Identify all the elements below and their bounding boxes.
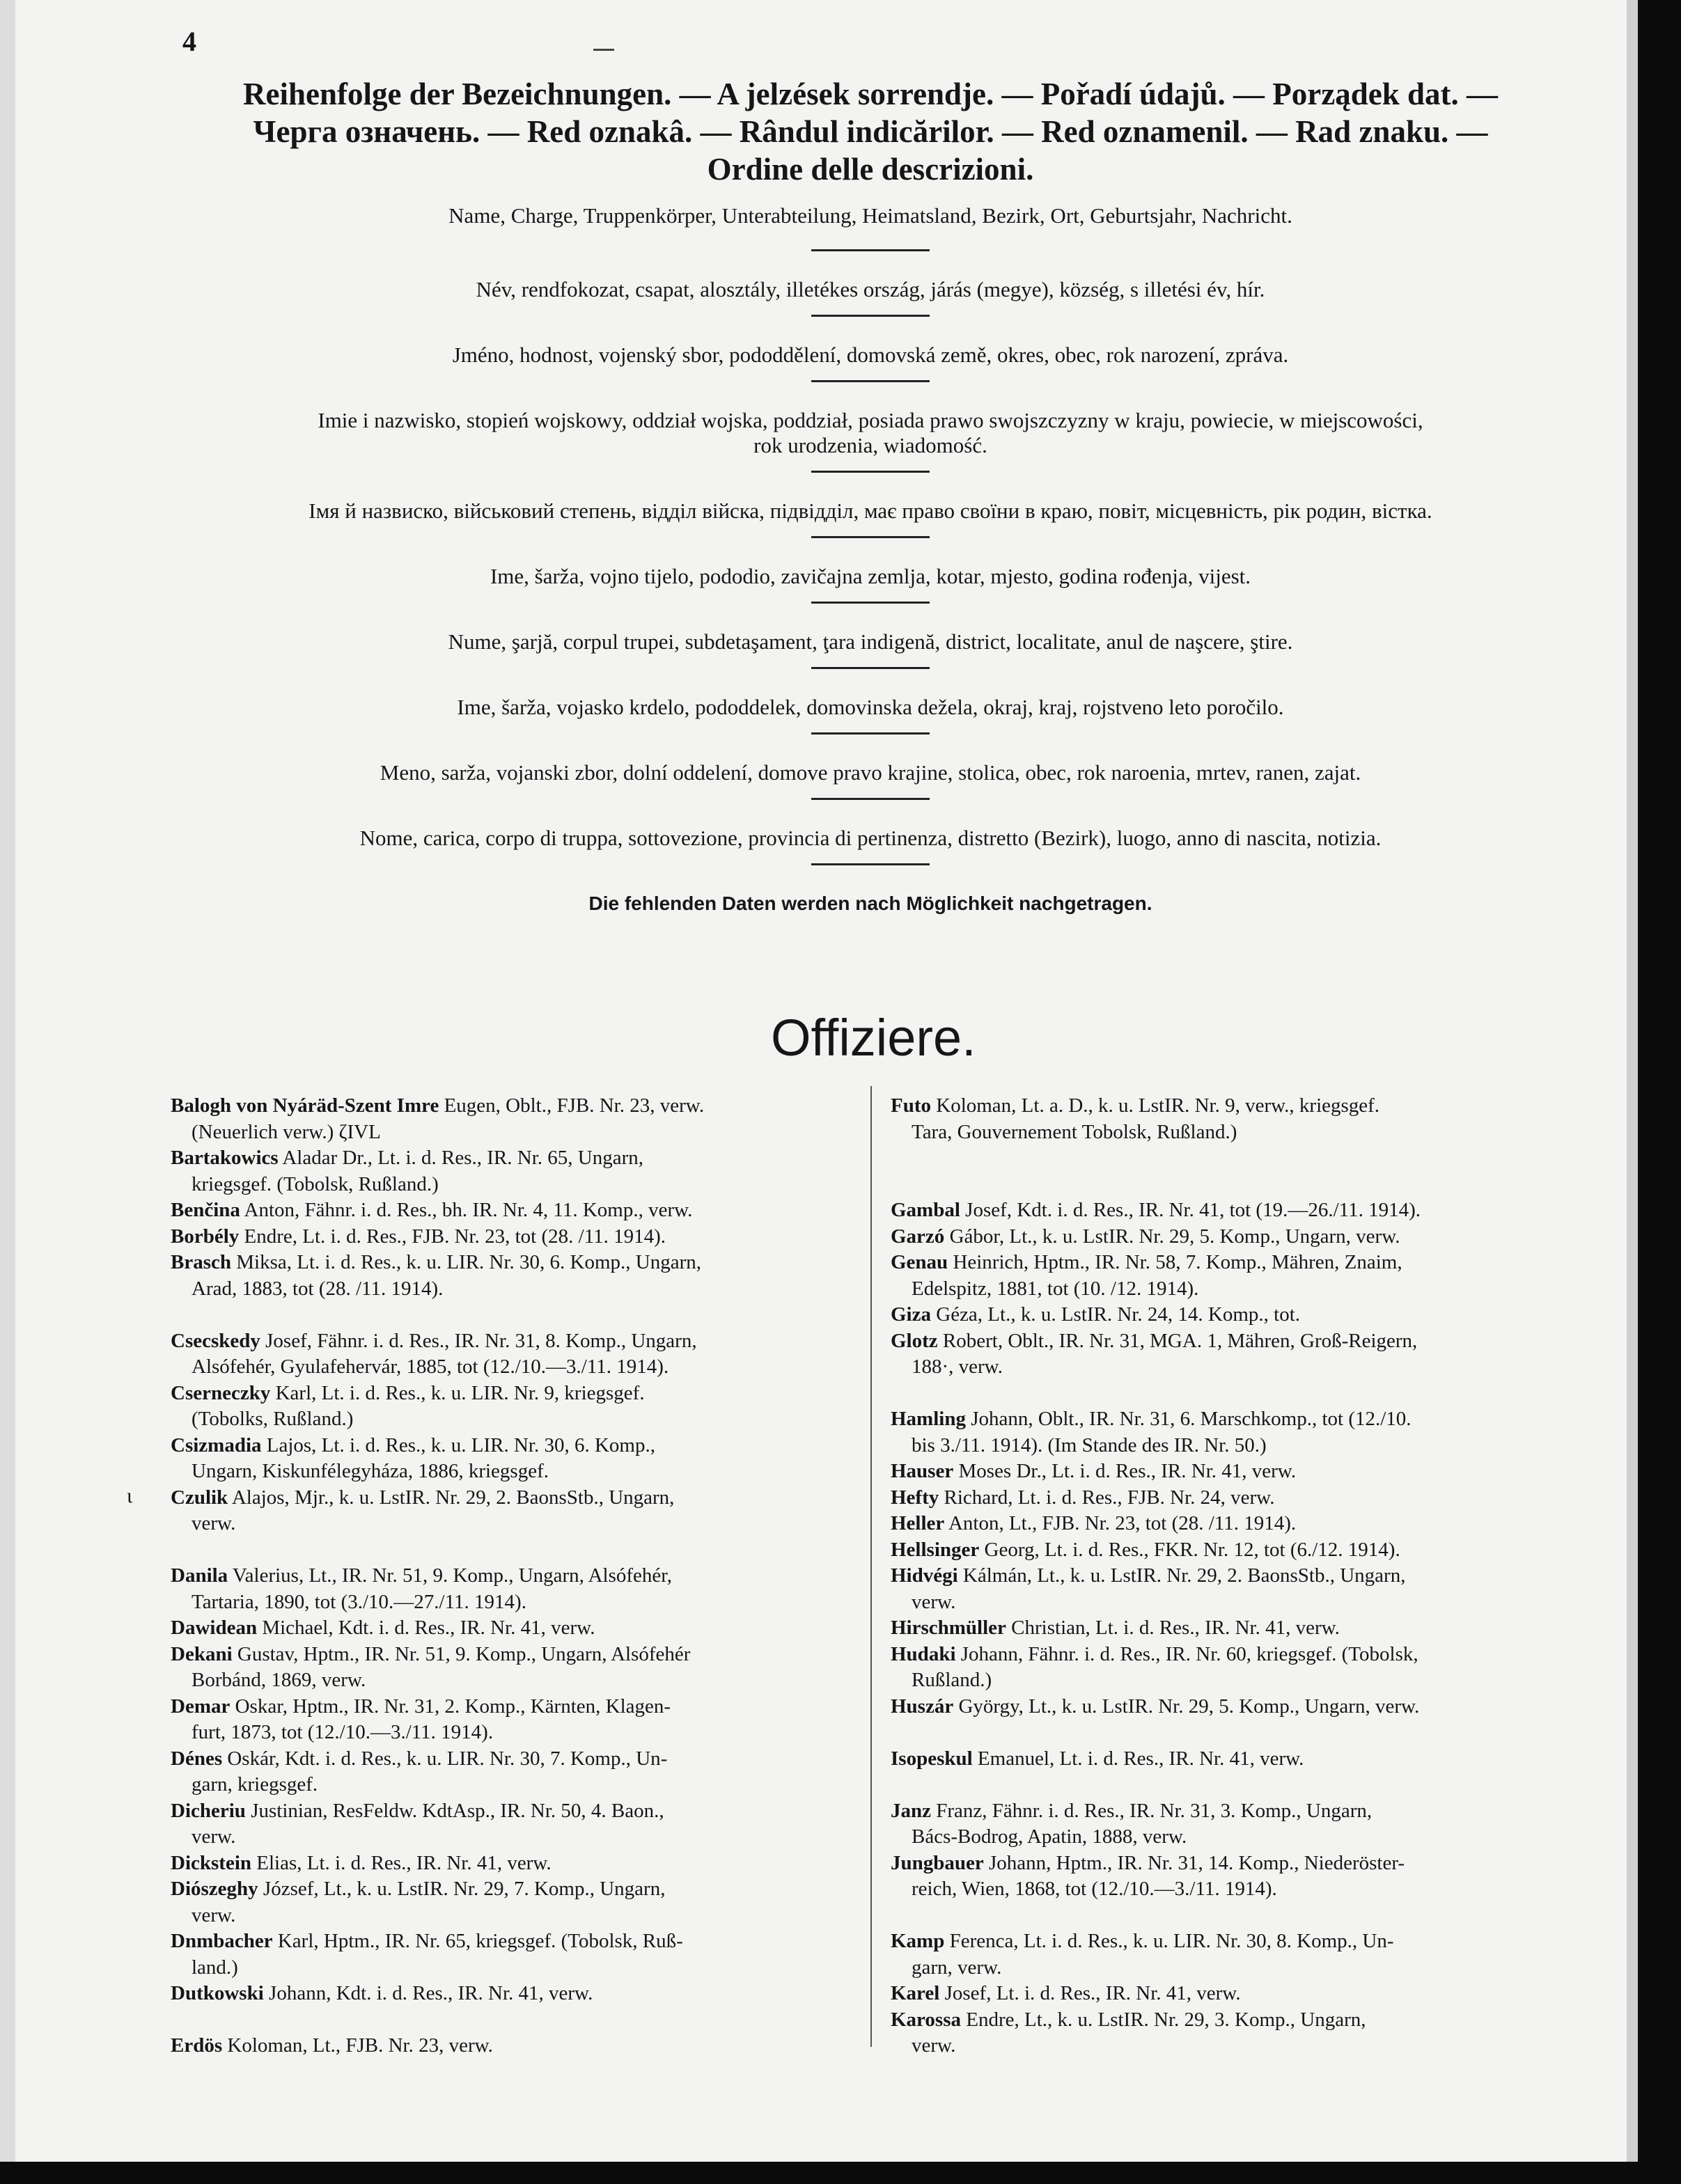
officer-surname: Karel — [891, 1982, 940, 2004]
legend-romanian: Nume, şarjă, corpul trupei, subdetaşament, ţara indigenă, district, localitate, anul de naşcere, ştire. — [448, 629, 1293, 654]
officer-entry: Bartakowics Aladar Dr., Lt. i. d. Res., IR. Nr. 65, Ungarn, — [171, 1147, 644, 1169]
officer-entry-cont: Bács-Bodrog, Apatin, 1888, verw. — [912, 1825, 1187, 1848]
legend-divider — [811, 863, 930, 865]
order-header — [174, 75, 1567, 188]
legend-divider — [811, 315, 930, 317]
officer-entry-cont: verw. — [191, 1825, 236, 1848]
entry-gap — [891, 1720, 1581, 1746]
officer-entry: Hudaki Johann, Fähnr. i. d. Res., IR. Nr. 60, kriegsgef. (Tobolsk, — [891, 1642, 1418, 1665]
officer-entry: Dickstein Elias, Lt. i. d. Res., IR. Nr. 41, verw. — [171, 1851, 552, 1874]
section-title: Offiziere. — [771, 1009, 976, 1067]
officer-surname: Cserneczky — [171, 1381, 271, 1404]
officer-entry: Balogh von Nyáräd-Szent Imre Eugen, Oblt., FJB. Nr. 23, verw. — [171, 1094, 705, 1117]
officer-surname: Hudaki — [891, 1642, 956, 1665]
officer-entry: Csizmadia Lajos, Lt. i. d. Res., k. u. LIR. Nr. 30, 6. Komp., — [171, 1433, 655, 1456]
officer-surname: Bartakowics — [171, 1147, 279, 1169]
officer-surname: Danila — [171, 1564, 228, 1587]
officer-surname: Karossa — [891, 2008, 961, 2031]
officer-entry-cont: (Tobolks, Rußland.) — [191, 1408, 354, 1430]
officer-entry: Dawidean Michael, Kdt. i. d. Res., IR. Nr. 41, verw. — [171, 1617, 595, 1639]
officer-surname: Kamp — [891, 1930, 945, 1952]
officer-entry-cont: verw. — [912, 1590, 956, 1613]
officer-surname: Janz — [891, 1799, 931, 1822]
officer-surname: Heller — [891, 1512, 945, 1534]
officer-entry-cont: Alsófehér, Gyulafehervár, 1885, tot (12./10.—3./11. 1914). — [191, 1356, 669, 1378]
officer-entry: Karossa Endre, Lt., k. u. LstIR. Nr. 29, 3. Komp., Ungarn, — [891, 2008, 1366, 2031]
officer-entry: Csecskedy Josef, Fähnr. i. d. Res., IR. Nr. 31, 8. Komp., Ungarn, — [171, 1329, 697, 1352]
header-line-3: Ordine delle descrizioni. — [707, 152, 1034, 187]
officer-entry-cont: kriegsgef. (Tobolsk, Rußland.) — [191, 1172, 439, 1195]
officer-entry: Garzó Gábor, Lt., k. u. LstIR. Nr. 29, 5. Komp., Ungarn, verw. — [891, 1225, 1400, 1248]
legend-czech: Jméno, hodnost, vojenský sbor, pododdělení, domovská země, okres, obec, rok narození, zpráva. — [452, 343, 1289, 367]
officer-entry-cont: (Neuerlich verw.) ζIVL — [191, 1120, 381, 1143]
page-number: 4 — [182, 26, 196, 57]
officer-surname: Borbély — [171, 1225, 240, 1248]
officer-surname: Dawidean — [171, 1617, 258, 1639]
legend-ruthenian: Імя й назвиско, військовий степень, відділ війска, підвідділ, має право своїни в краю, повіт, місцевність, рік родин, вістка. — [308, 498, 1432, 523]
officer-entry: Heller Anton, Lt., FJB. Nr. 23, tot (28. /11. 1914). — [891, 1512, 1297, 1534]
officer-surname: Benčina — [171, 1199, 240, 1221]
officer-entry: Hamling Johann, Oblt., IR. Nr. 31, 6. Marschkomp., tot (12./10. — [891, 1408, 1412, 1430]
officer-entry: Czulik Alajos, Mjr., k. u. LstIR. Nr. 29, 2. BaonsStb., Ungarn, — [171, 1486, 675, 1509]
officer-entry: Dicheriu Justinian, ResFeldw. KdtAsp., IR. Nr. 50, 4. Baon., — [171, 1799, 664, 1822]
field-legend — [174, 203, 1567, 916]
officer-entry: Hirschmüller Christian, Lt. i. d. Res., IR. Nr. 41, verw. — [891, 1617, 1340, 1639]
officer-surname: Dénes — [171, 1747, 223, 1770]
officer-entry-cont: Tartaria, 1890, tot (3./10.—27./11. 1914). — [191, 1590, 526, 1613]
officer-entry: Borbély Endre, Lt. i. d. Res., FJB. Nr. 23, tot (28. /11. 1914). — [171, 1225, 666, 1248]
entry-gap — [171, 1537, 854, 1564]
officer-surname: Dekani — [171, 1642, 233, 1665]
scan-bottom-edge — [0, 2162, 1681, 2184]
officer-entry: Genau Heinrich, Hptm., IR. Nr. 58, 7. Komp., Mähren, Znaim, — [891, 1251, 1402, 1273]
entry-gap — [891, 1772, 1581, 1798]
officer-entry: Benčina Anton, Fähnr. i. d. Res., bh. IR. Nr. 4, 11. Komp., verw. — [171, 1199, 693, 1221]
legend-polish: Imie i nazwisko, stopień wojskowy, oddział wojska, poddział, posiada prawo swojszczyzny w kraju, powiecie, w miejscowości, — [318, 408, 1423, 432]
officer-surname: Isopeskul — [891, 1747, 973, 1770]
column-divider — [870, 1086, 872, 2047]
officer-entry: Huszár György, Lt., k. u. LstIR. Nr. 29, 5. Komp., Ungarn, verw. — [891, 1695, 1420, 1718]
officer-entry: Dekani Gustav, Hptm., IR. Nr. 51, 9. Komp., Ungarn, Alsófehér — [171, 1642, 691, 1665]
officer-entry-cont: land.) — [191, 1956, 238, 1979]
margin-mark: ι — [127, 1484, 133, 1507]
officer-entry: Cserneczky Karl, Lt. i. d. Res., k. u. LIR. Nr. 9, kriegsgef. — [171, 1381, 645, 1404]
officer-entry: Danila Valerius, Lt., IR. Nr. 51, 9. Komp., Ungarn, Alsófehér, — [171, 1564, 673, 1587]
officer-surname: Csecskedy — [171, 1329, 260, 1352]
legend-divider — [811, 798, 930, 800]
officer-surname: Brasch — [171, 1251, 231, 1273]
officer-surname: Genau — [891, 1251, 948, 1273]
officer-surname: Czulik — [171, 1486, 228, 1509]
officer-entry: Hellsinger Georg, Lt. i. d. Res., FKR. Nr. 12, tot (6./12. 1914). — [891, 1538, 1400, 1561]
officer-surname: Gambal — [891, 1199, 960, 1221]
officer-entry-cont: Rußland.) — [912, 1669, 992, 1691]
legend-slovak: Meno, sarža, vojanski zbor, dolní oddelení, domove pravo krajine, stolica, obec, rok naroenia, mrtev, ranen, zajat. — [380, 760, 1361, 785]
scan-gutter — [1627, 0, 1638, 2184]
legend-divider — [811, 732, 930, 734]
officer-entry: Dnmbacher Karl, Hptm., IR. Nr. 65, kriegsgef. (Tobolsk, Ruß- — [171, 1930, 683, 1952]
legend-divider — [811, 380, 930, 382]
officer-entry: Karel Josef, Lt. i. d. Res., IR. Nr. 41, verw. — [891, 1982, 1241, 2004]
officer-entry-cont: reich, Wien, 1868, tot (12./10.—3./11. 1914). — [912, 1878, 1277, 1900]
officer-surname: Hellsinger — [891, 1538, 980, 1561]
officer-entry: Diószeghy József, Lt., k. u. LstIR. Nr. 29, 7. Komp., Ungarn, — [171, 1878, 666, 1900]
entry-gap — [891, 1145, 1581, 1172]
officer-surname: Giza — [891, 1303, 931, 1326]
legend-divider — [811, 536, 930, 538]
officer-surname: Hirschmüller — [891, 1617, 1006, 1639]
scan-right-edge — [1638, 0, 1681, 2184]
officer-surname: Dicheriu — [171, 1799, 246, 1822]
officer-entry: Dénes Oskár, Kdt. i. d. Res., k. u. LIR. Nr. 30, 7. Komp., Un- — [171, 1747, 668, 1770]
officer-entry: Giza Géza, Lt., k. u. LstIR. Nr. 24, 14. Komp., tot. — [891, 1303, 1301, 1326]
legend-divider — [811, 667, 930, 669]
left-column — [171, 1093, 854, 2059]
legend-divider — [811, 602, 930, 604]
officer-entry-cont: bis 3./11. 1914). (Im Stande des IR. Nr. 50.) — [912, 1433, 1267, 1456]
officer-entry-cont: garn, verw. — [912, 1956, 1002, 1979]
officer-entry-cont: Borbánd, 1869, verw. — [191, 1669, 366, 1691]
header-line-1: Reihenfolge der Bezeichnungen. — A jelzések sorrendje. — Pořadí údajů. — Porządek dat. — — [243, 77, 1498, 111]
officer-surname: Dickstein — [171, 1851, 251, 1874]
officer-entry-cont: Ungarn, Kiskunfélegyháza, 1886, kriegsgef. — [191, 1460, 549, 1482]
officer-surname: Futo — [891, 1094, 931, 1117]
officer-surname: Dutkowski — [171, 1982, 264, 2004]
officer-surname: Hefty — [891, 1486, 939, 1509]
officer-entry: Isopeskul Emanuel, Lt. i. d. Res., IR. Nr. 41, verw. — [891, 1747, 1304, 1770]
legend-german: Name, Charge, Truppenkörper, Unterabteilung, Heimatsland, Bezirk, Ort, Geburtsjahr, Nachricht. — [448, 203, 1292, 228]
officer-entry: Jungbauer Johann, Hptm., IR. Nr. 31, 14. Komp., Niederöster- — [891, 1851, 1405, 1874]
officer-surname: Diószeghy — [171, 1878, 258, 1900]
officer-entry: Glotz Robert, Oblt., IR. Nr. 31, MGA. 1, Mähren, Groß-Reigern, — [891, 1329, 1418, 1352]
legend-slovene: Ime, šarža, vojasko krdelo, pododdelek, domovinska dežela, okraj, kraj, rojstveno leto poročilo. — [457, 695, 1284, 719]
officer-entry-cont: verw. — [191, 1512, 236, 1534]
officer-entry-cont: Tara, Gouvernement Tobolsk, Rußland.) — [912, 1120, 1237, 1143]
officer-entry-cont: furt, 1873, tot (12./10.—3./11. 1914). — [191, 1721, 494, 1743]
header-line-2: Черга означень. — Red oznakâ. — Rândul indicărilor. — Red oznamenil. — Rad znaku. — — [253, 114, 1488, 149]
entry-gap — [891, 1903, 1581, 1929]
officer-entry-cont: garn, kriegsgef. — [191, 1773, 318, 1796]
entry-gap — [171, 1302, 854, 1328]
entry-gap — [891, 1381, 1581, 1407]
missing-data-notice: Die fehlenden Daten werden nach Möglichkeit nachgetragen. — [588, 893, 1152, 914]
legend-croatian: Ime, šarža, vojno tijelo, pododio, zavičajna zemlja, kotar, mjesto, godina rođenja, vijest. — [490, 564, 1251, 588]
officer-surname: Demar — [171, 1695, 230, 1718]
officer-entry: Brasch Miksa, Lt. i. d. Res., k. u. LIR. Nr. 30, 6. Komp., Ungarn, — [171, 1251, 702, 1273]
officer-entry-cont: verw. — [912, 2034, 956, 2057]
officer-entry-cont: Arad, 1883, tot (28. /11. 1914). — [191, 1277, 444, 1300]
entry-gap — [171, 2007, 854, 2034]
officer-surname: Jungbauer — [891, 1851, 984, 1874]
top-dash-mark — [593, 49, 614, 51]
officer-entry-cont: verw. — [191, 1903, 236, 1926]
officer-entry: Gambal Josef, Kdt. i. d. Res., IR. Nr. 41, tot (19.—26./11. 1914). — [891, 1199, 1421, 1221]
officer-entry: Dutkowski Johann, Kdt. i. d. Res., IR. Nr. 41, verw. — [171, 1982, 593, 2004]
officer-surname: Huszár — [891, 1695, 954, 1718]
officer-surname: Csizmadia — [171, 1433, 262, 1456]
officer-surname: Glotz — [891, 1329, 938, 1352]
officer-surname: Dnmbacher — [171, 1930, 273, 1952]
officer-entry-cont: Edelspitz, 1881, tot (10. /12. 1914). — [912, 1277, 1199, 1300]
officer-entry: Futo Koloman, Lt. a. D., k. u. LstIR. Nr. 9, verw., kriegsgef. — [891, 1094, 1380, 1117]
officer-surname: Hamling — [891, 1408, 966, 1430]
officer-entry: Hefty Richard, Lt. i. d. Res., FJB. Nr. 24, verw. — [891, 1486, 1275, 1509]
legend-polish-cont: rok urodzenia, wiadomość. — [753, 433, 987, 457]
officer-entry: Hidvégi Kálmán, Lt., k. u. LstIR. Nr. 29, 2. BaonsStb., Ungarn, — [891, 1564, 1406, 1587]
officer-entry: Erdös Koloman, Lt., FJB. Nr. 23, verw. — [171, 2034, 493, 2057]
officer-surname: Garzó — [891, 1225, 945, 1248]
legend-divider — [811, 471, 930, 473]
entry-gap — [891, 1172, 1581, 1198]
officer-surname: Erdös — [171, 2034, 223, 2057]
legend-hungarian: Név, rendfokozat, csapat, alosztály, illetékes ország, járás (megye), község, s illetési év, hír. — [476, 277, 1265, 301]
officer-entry-cont: 188·, verw. — [912, 1356, 1003, 1378]
officer-entry: Hauser Moses Dr., Lt. i. d. Res., IR. Nr. 41, verw. — [891, 1460, 1297, 1482]
legend-divider — [811, 249, 930, 251]
officer-surname: Hidvégi — [891, 1564, 958, 1587]
officer-entry: Kamp Ferenca, Lt. i. d. Res., k. u. LIR. Nr. 30, 8. Komp., Un- — [891, 1930, 1394, 1952]
scan-left-edge — [0, 0, 15, 2184]
right-column — [891, 1093, 1581, 2059]
legend-italian: Nome, carica, corpo di truppa, sottovezione, provincia di pertinenza, distretto (Bezirk), luogo, anno di nascita, notizia. — [359, 826, 1382, 850]
officer-surname: Balogh von Nyáräd-Szent Imre — [171, 1094, 439, 1117]
officer-entry: Janz Franz, Fähnr. i. d. Res., IR. Nr. 31, 3. Komp., Ungarn, — [891, 1799, 1373, 1822]
officer-entry: Demar Oskar, Hptm., IR. Nr. 31, 2. Komp., Kärnten, Klagen- — [171, 1695, 671, 1718]
officer-surname: Hauser — [891, 1460, 954, 1482]
